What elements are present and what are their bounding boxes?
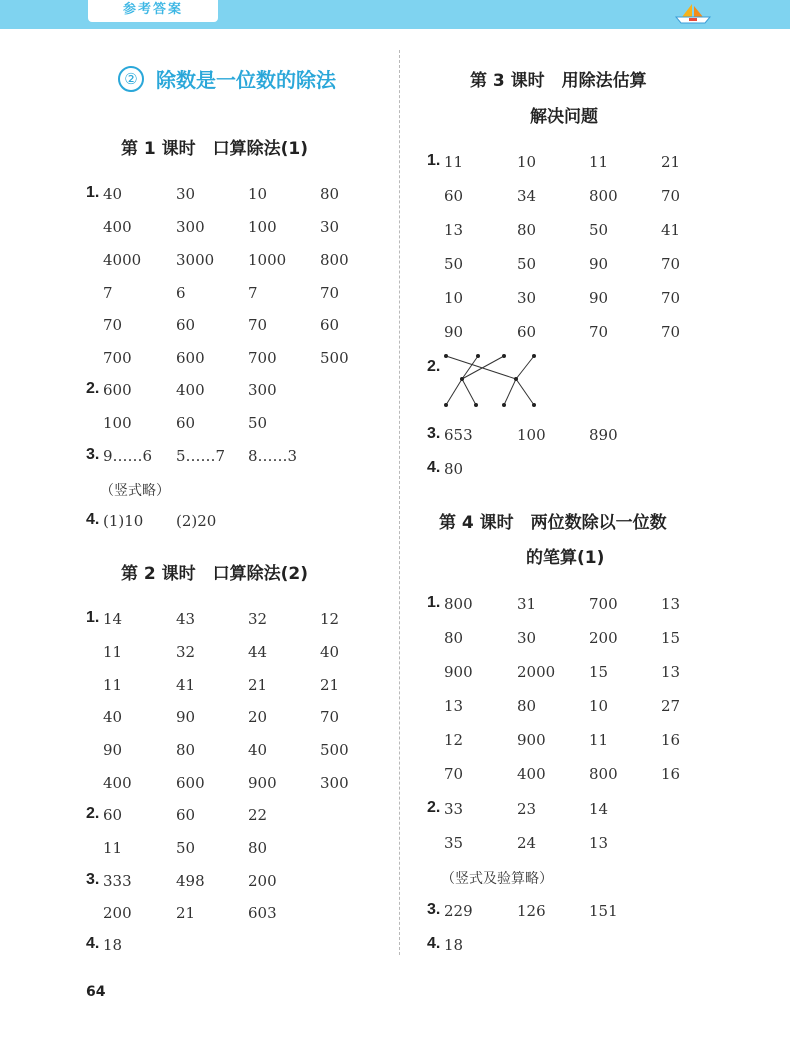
- answer-value: 70: [320, 708, 340, 726]
- answer-value: 70: [248, 316, 268, 334]
- answer-value: 13: [661, 663, 681, 681]
- answer-value: 90: [103, 741, 123, 759]
- answer-value: 14: [103, 610, 123, 628]
- answer-value: 21: [248, 676, 268, 694]
- answer-value: 400: [176, 381, 205, 399]
- section-title: [118, 64, 336, 93]
- answer-value: 40: [103, 708, 123, 726]
- answer-value: 40: [103, 185, 123, 203]
- answer-value: 200: [248, 872, 277, 890]
- answer-value: 60: [103, 806, 123, 824]
- answer-value: 60: [176, 316, 196, 334]
- answer-value: 11: [103, 676, 123, 694]
- answer-value: 890: [589, 426, 618, 444]
- answer-value: 30: [176, 185, 196, 203]
- lesson-2-title: 第 2 课时 口算除法(2): [121, 564, 309, 584]
- lesson-3-title: 第 3 课时 用除法估算: [470, 71, 647, 91]
- note-text: （竖式及验算略）: [441, 871, 553, 887]
- answer-value: 14: [589, 800, 609, 818]
- answer-value: 60: [176, 414, 196, 432]
- answer-value: 6: [176, 284, 186, 302]
- answer-value: 60: [176, 806, 196, 824]
- answer-value: 70: [444, 765, 464, 783]
- question-number: 2.: [427, 799, 441, 816]
- answer-value: 900: [248, 774, 277, 792]
- question-number: 4.: [427, 459, 441, 476]
- answer-value: 90: [589, 255, 609, 273]
- answer-value: 80: [248, 839, 268, 857]
- answer-value: 229: [444, 902, 473, 920]
- lesson-4-title: 第 4 课时 两位数除以一位数: [439, 513, 667, 533]
- answer-value: 9……6: [103, 447, 153, 465]
- answer-value: 400: [103, 774, 132, 792]
- answer-value: 30: [517, 289, 537, 307]
- answer-value: 300: [176, 218, 205, 236]
- question-number: 2.: [86, 380, 100, 397]
- answer-value: 200: [103, 904, 132, 922]
- answer-value: 11: [103, 839, 123, 857]
- answer-value: 23: [517, 800, 537, 818]
- matching-diagram: [440, 352, 544, 412]
- answer-value: 603: [248, 904, 277, 922]
- answer-value: 80: [444, 460, 464, 478]
- lesson-1-title: 第 1 课时 口算除法(1): [121, 139, 309, 159]
- answer-value: 800: [444, 595, 473, 613]
- answer-value: 11: [103, 643, 123, 661]
- note-text: （竖式略）: [100, 483, 170, 499]
- answer-value: 11: [589, 731, 609, 749]
- answer-value: 7: [103, 284, 113, 302]
- answer-value: 34: [517, 187, 537, 205]
- answer-value: 35: [444, 834, 464, 852]
- answer-value: 2000: [517, 663, 556, 681]
- answer-value: 900: [444, 663, 473, 681]
- answer-value: 70: [103, 316, 123, 334]
- answer-value: 800: [589, 187, 618, 205]
- answer-value: 43: [176, 610, 196, 628]
- answer-value: 18: [444, 936, 464, 954]
- answer-value: 151: [589, 902, 618, 920]
- answer-value: 80: [444, 629, 464, 647]
- answer-value: 10: [517, 153, 537, 171]
- question-number: 2.: [427, 358, 441, 375]
- answer-value: 13: [661, 595, 681, 613]
- answer-value: 44: [248, 643, 268, 661]
- answer-value: 20: [248, 708, 268, 726]
- question-number: 2.: [86, 805, 100, 822]
- answer-value: 18: [103, 936, 123, 954]
- answer-value: 4000: [103, 251, 142, 269]
- answer-value: 24: [517, 834, 537, 852]
- answer-value: 500: [320, 741, 349, 759]
- question-number: 3.: [427, 425, 441, 442]
- answer-value: 12: [444, 731, 464, 749]
- answer-value: 10: [589, 697, 609, 715]
- answer-value: 21: [176, 904, 196, 922]
- answer-value: 15: [661, 629, 681, 647]
- answer-value: 50: [589, 221, 609, 239]
- answer-value: 16: [661, 731, 681, 749]
- answer-value: 12: [320, 610, 340, 628]
- answer-value: 700: [103, 349, 132, 367]
- question-number: 4.: [86, 935, 100, 952]
- answer-key-tab: 参考答案: [86, 0, 220, 24]
- answer-value: 80: [320, 185, 340, 203]
- answer-value: 300: [248, 381, 277, 399]
- answer-value: 5……7: [176, 447, 226, 465]
- answer-value: 100: [103, 414, 132, 432]
- answer-value: 31: [517, 595, 537, 613]
- answer-value: 70: [320, 284, 340, 302]
- lesson-4-title-line2: 的笔算(1): [526, 548, 605, 568]
- answer-value: 16: [661, 765, 681, 783]
- answer-value: 653: [444, 426, 473, 444]
- answer-value: 30: [517, 629, 537, 647]
- answer-value: 15: [589, 663, 609, 681]
- answer-value: (2)20: [176, 512, 217, 530]
- answer-value: 500: [320, 349, 349, 367]
- answer-value: 600: [176, 349, 205, 367]
- answer-value: 400: [517, 765, 546, 783]
- answer-value: 27: [661, 697, 681, 715]
- answer-value: 300: [320, 774, 349, 792]
- answer-value: 80: [517, 221, 537, 239]
- question-number: 3.: [86, 446, 100, 463]
- question-number: 1.: [427, 594, 441, 611]
- answer-value: 800: [589, 765, 618, 783]
- answer-value: 41: [176, 676, 196, 694]
- answer-value: 11: [444, 153, 464, 171]
- answer-value: 126: [517, 902, 546, 920]
- answer-value: 7: [248, 284, 258, 302]
- answer-value: 13: [589, 834, 609, 852]
- answer-value: 80: [517, 697, 537, 715]
- answer-value: 50: [517, 255, 537, 273]
- answer-value: 70: [661, 187, 681, 205]
- answer-value: 600: [103, 381, 132, 399]
- question-number: 3.: [86, 871, 100, 888]
- answer-value: 60: [517, 323, 537, 341]
- section-number: ②: [118, 66, 144, 92]
- question-number: 4.: [86, 511, 100, 528]
- answer-value: 700: [248, 349, 277, 367]
- answer-value: 1000: [248, 251, 287, 269]
- answer-value: 400: [103, 218, 132, 236]
- answer-value: 8……3: [248, 447, 298, 465]
- answer-value: 40: [320, 643, 340, 661]
- question-number: 1.: [86, 184, 100, 201]
- answer-value: 200: [589, 629, 618, 647]
- answer-value: 3000: [176, 251, 215, 269]
- answer-value: 90: [444, 323, 464, 341]
- answer-value: 100: [248, 218, 277, 236]
- lesson-3-title-line2: 解决问题: [530, 107, 598, 127]
- answer-value: 21: [320, 676, 340, 694]
- answer-value: 70: [661, 323, 681, 341]
- answer-value: 50: [248, 414, 268, 432]
- answer-value: 498: [176, 872, 205, 890]
- answer-value: 41: [661, 221, 681, 239]
- question-number: 1.: [86, 609, 100, 626]
- sailboat-icon: [670, 2, 716, 26]
- answer-value: 100: [517, 426, 546, 444]
- answer-value: 10: [444, 289, 464, 307]
- answer-value: 50: [176, 839, 196, 857]
- answer-value: 90: [176, 708, 196, 726]
- answer-value: 70: [589, 323, 609, 341]
- answer-value: 60: [444, 187, 464, 205]
- answer-value: 700: [589, 595, 618, 613]
- column-divider: [399, 50, 400, 955]
- answer-value: 32: [248, 610, 268, 628]
- answer-value: 33: [444, 800, 464, 818]
- answer-value: 40: [248, 741, 268, 759]
- answer-value: 900: [517, 731, 546, 749]
- answer-value: 11: [589, 153, 609, 171]
- answer-value: 70: [661, 255, 681, 273]
- question-number: 1.: [427, 152, 441, 169]
- answer-value: 13: [444, 221, 464, 239]
- answer-value: 50: [444, 255, 464, 273]
- answer-value: 600: [176, 774, 205, 792]
- answer-value: (1)10: [103, 512, 144, 530]
- answer-value: 333: [103, 872, 132, 890]
- answer-value: 80: [176, 741, 196, 759]
- answer-value: 10: [248, 185, 268, 203]
- answer-value: 70: [661, 289, 681, 307]
- answer-value: 32: [176, 643, 196, 661]
- answer-value: 800: [320, 251, 349, 269]
- answer-value: 22: [248, 806, 268, 824]
- answer-value: 30: [320, 218, 340, 236]
- answer-value: 21: [661, 153, 681, 171]
- section-title-text: 除数是一位数的除法: [156, 68, 336, 92]
- question-number: 4.: [427, 935, 441, 952]
- answer-value: 90: [589, 289, 609, 307]
- answer-value: 60: [320, 316, 340, 334]
- page-number: 64: [86, 984, 106, 1000]
- question-number: 3.: [427, 901, 441, 918]
- answer-value: 13: [444, 697, 464, 715]
